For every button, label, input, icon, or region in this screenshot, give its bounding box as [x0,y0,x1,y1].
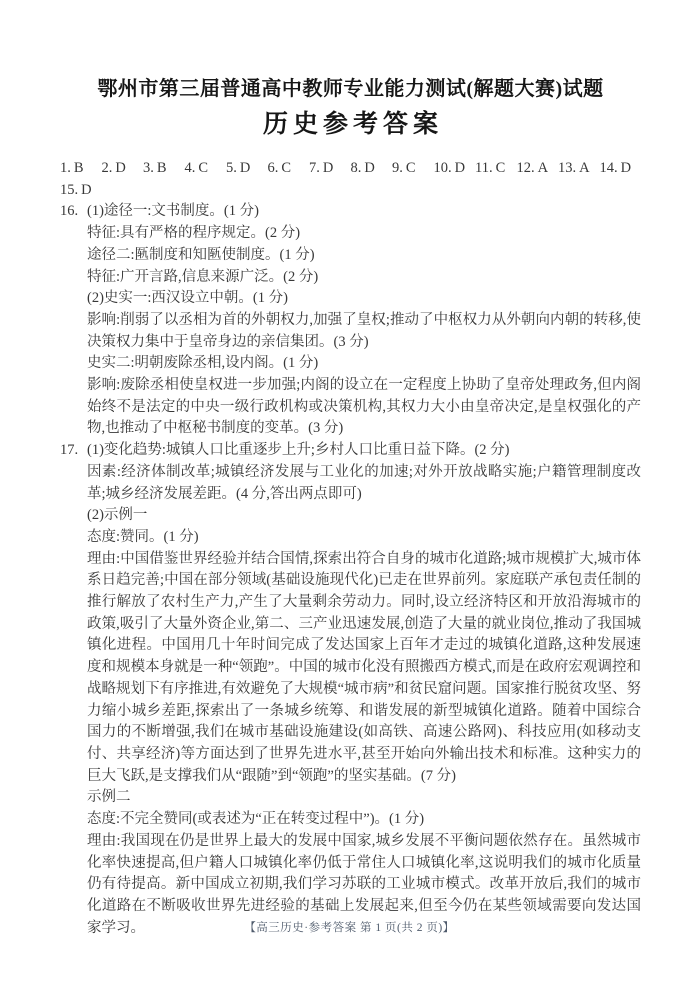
choice-answer-letter: C [405,160,416,176]
choice-answer-letter: D [115,160,126,176]
choice-answer-letter: A [537,160,549,176]
paragraph-text: 示例二 [87,789,131,806]
big-question-number: 16. [60,203,79,220]
page-footer: 【高三历史·参考答案 第 1 页(共 2 页)】 [244,922,455,934]
choice-answer-letter: C [198,160,209,176]
answer-paragraph [60,787,641,809]
choice-answer-item [60,158,102,180]
answer-paragraph [60,201,641,223]
choice-answer-item [517,158,559,180]
doc-subtitle: 历史参考答案 [262,111,443,138]
paragraph-text: 史实二:明朝废除丞相,设内阁。(1 分) [87,355,319,372]
choice-answer-letter: D [81,181,92,198]
answer-paragraph [60,527,641,549]
paragraph-text: 特征:具有严格的程序规定。(2 分) [87,225,301,242]
paragraph-text: 影响:废除丞相使皇权进一步加强;内阁的设立在一定程度上协助了皇帝处理政务,但内阁始终不是法定的中央一级行政机构或决策机构,其权力大小由皇帝决定,是皇权强化的产物,也推动了中枢秘书制度的变革。(3 分) [87,377,641,437]
answer-paragraph [60,288,641,310]
choice-answer-letter: D [454,160,466,176]
paragraph-text: (2)史实一:西汉设立中朝。(1 分) [87,290,288,307]
choice-question-number: 8. [350,160,362,176]
choice-answer-letter: B [156,160,167,176]
choice-answer-letter: B [73,160,84,176]
answer-paragraph [60,310,641,353]
answer-paragraph [60,375,641,440]
choice-question-number: 11. [475,160,493,176]
paragraph-text: 态度:不完全赞同(或表述为“正在转变过程中”)。(1 分) [87,811,425,828]
choice-question-number: 15. [60,181,79,198]
answer-paragraph [60,462,641,505]
answer-paragraph [60,267,641,289]
choice-question-number: 1. [60,160,71,176]
choice-answer-item [268,158,310,180]
paragraph-text: 途径二:匦制度和知匦使制度。(1 分) [87,246,315,263]
paragraph-text: 特征:广开言路,信息来源广泛。(2 分) [87,268,319,285]
choice-question-number: 4. [184,160,196,176]
choice-answer-item [102,158,144,180]
paragraph-text: 理由:我国现在仍是世界上最大的发展中国家,城乡发展不平衡问题依然存在。虽然城市化率快速提高,但户籍人口城镇化率仍低于常住人口城镇化率,这说明我们的城市化质量仍有待提高。新中国成立初期,我们学习苏联的工业城市模式。改革开放后,我们的城市化道路在不断吸收世界先进经验的基础上发展起来,但至今仍在某些领域需要向发达国家学习。 [87,832,641,936]
choice-answer-item [558,158,600,180]
choice-question-number: 10. [433,160,452,176]
choice-answer-item [226,158,268,180]
choice-answer-item [60,180,102,202]
choice-answer-item [600,158,642,180]
choice-question-number: 5. [226,160,237,176]
choice-answer-item [351,158,393,180]
choice-answer-item [475,158,517,180]
paragraph-text: (2)示例一 [87,507,148,524]
answer-paragraphs [60,201,641,939]
paragraph-text: 因素:经济体制改革;城镇经济发展与工业化的加速;对外开放战略实施;户籍管理制度改革;城乡经济发展差距。(4 分,答出两点即可) [87,463,641,502]
answer-paragraph [60,505,641,527]
multiple-choice-answers [60,158,641,201]
choice-answer-item [434,158,476,180]
choice-question-number: 13. [558,160,577,176]
choice-answer-item [309,158,351,180]
choice-question-number: 7. [309,160,320,176]
choice-answer-letter: D [620,160,632,176]
choice-question-number: 6. [267,160,279,176]
answer-paragraph [60,223,641,245]
answer-paragraph [60,245,641,267]
doc-title: 鄂州市第三届普通高中教师专业能力测试(解题大赛)试题 [97,78,604,100]
choice-answer-letter: D [364,160,375,176]
answer-paragraph [60,353,641,375]
choice-answer-letter: C [495,160,506,176]
choice-question-number: 3. [143,160,154,176]
choice-question-number: 9. [392,160,403,176]
paragraph-text: 理由:中国借鉴世界经验并结合国情,探索出符合自身的城市化道路;城市规模扩大,城市体系日趋完善;中国在部分领域(基础设施现代化)已走在世界前列。家庭联产承包责任制的推行解放了农村生产力,产生了大量剩余劳动力。同时,设立经济特区和开放沿海城市的政策,吸引了大量外资企业,第二、三产业迅速发展,创造了大量的就业岗位,推动了我国城镇化进程。中国用几十年时间完成了发达国家上百年才走过的城镇化道路,这种发展速度和规模本身就是一种“领跑”。中国的城市化没有照搬西方模式,而是在政府宏观调控和战略规划下有序推进,有效避免了大规模“城市病”和贫民窟问题。国家推行脱贫攻坚、努力缩小城乡差距,探索出了一条城乡统筹、和谐发展的新型城镇化道路。随着中国综合国力的不断增强,我们在城市基础设施建设(如高铁、高速公路网)、科技应用(如移动支付、共享经济)等方面达到了世界先进水平,甚至开始向外输出技术和标准。这种实力的巨大飞跃,是支撑我们从“跟随”到“领跑”的坚实基础。(7 分) [87,550,641,784]
choice-answer-letter: D [239,160,251,176]
choice-answer-item [392,158,434,180]
paragraph-text: (1)途径一:文书制度。(1 分) [87,203,259,220]
paragraph-text: (1)变化趋势:城镇人口比重逐步上升;乡村人口比重日益下降。(2 分) [87,442,510,459]
choice-answer-letter: C [281,160,292,176]
choice-question-number: 12. [516,160,535,176]
choice-answer-letter: D [322,160,334,176]
choice-question-number: 14. [599,160,618,176]
paragraph-text: 影响:削弱了以丞相为首的外朝权力,加强了皇权;推动了中枢权力从外朝向内朝的转移,使决策权力集中于皇帝身边的亲信集团。(3 分) [87,311,641,350]
answer-paragraph [60,549,641,788]
choice-answer-letter: A [579,160,590,176]
answer-paragraph [60,440,641,462]
big-question-number: 17. [60,442,79,459]
choice-answer-item [143,158,185,180]
choice-question-number: 2. [101,160,113,176]
paragraph-text: 态度:赞同。(1 分) [87,528,199,545]
answer-paragraph [60,809,641,831]
choice-answer-item [185,158,227,180]
